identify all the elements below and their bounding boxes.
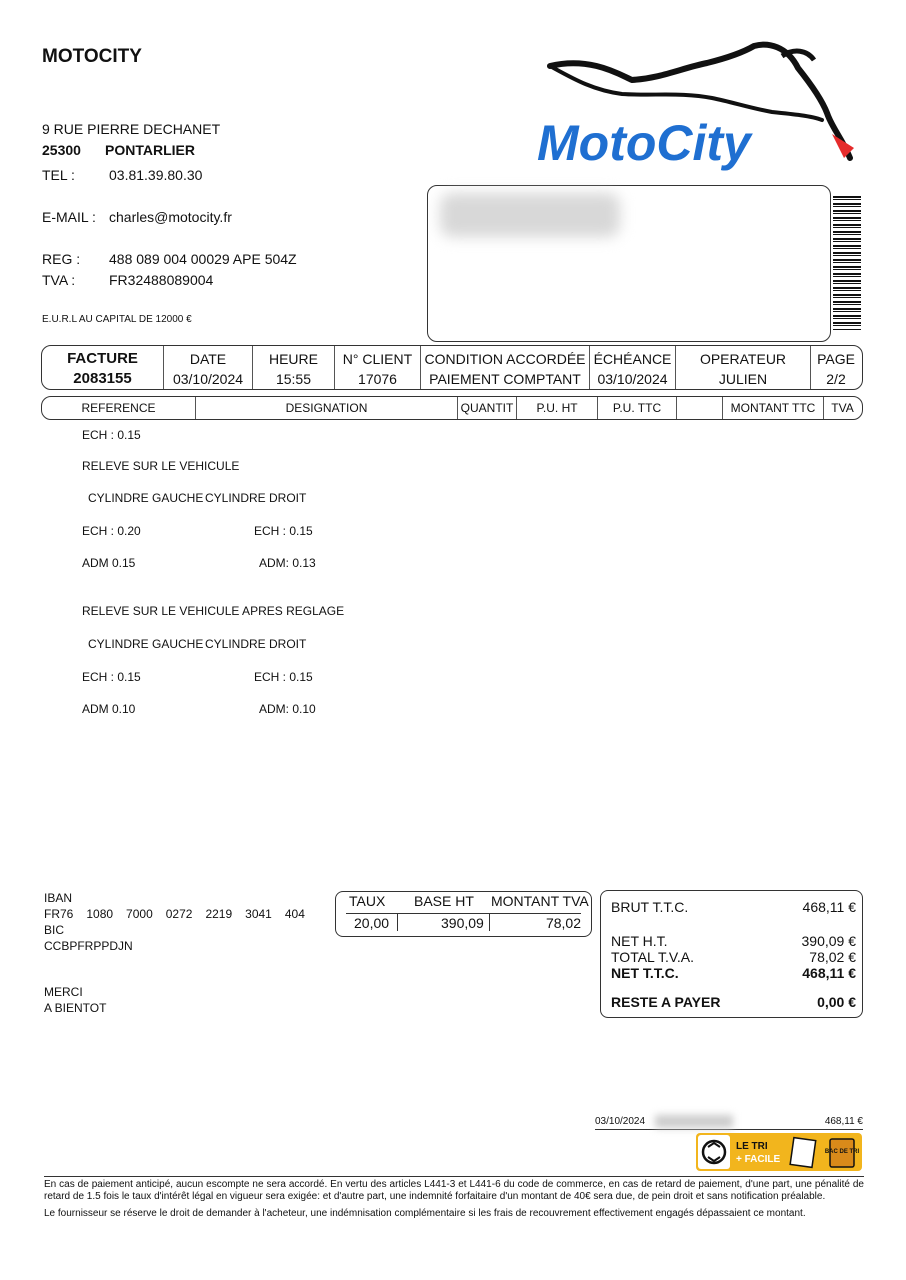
capital-note: E.U.R.L AU CAPITAL DE 12000 € [42,314,192,325]
net-ttc-value: 468,11 € [802,965,856,981]
tva-label: TVA : [42,272,76,288]
tax-sep [489,914,490,931]
date-cell [163,346,252,389]
condition-value: PAIEMENT COMPTANT [429,371,581,387]
column-header [41,396,863,420]
tax-sep [397,914,398,931]
triman-recycling-logo [696,1133,862,1171]
totals-box [600,890,863,1018]
brut-ttc-value: 468,11 € [802,899,856,915]
montant-tva-label: MONTANT TVA [491,893,589,909]
tri-text-1: LE TRI [736,1141,768,1152]
montant-tva-value: 78,02 [545,915,581,931]
echeance-label: ÉCHÉANCE [593,351,672,367]
net-ht-label: NET H.T. [611,933,668,949]
date-value: 03/10/2024 [172,371,244,387]
city: PONTARLIER [105,142,195,158]
heure-cell [252,346,334,389]
tri-text-2: + FACILE [736,1154,781,1165]
line-releve: RELEVE SUR LE VEHICULE [82,459,240,473]
email-line [42,207,297,228]
line-ech-gauche-2: ECH : 0.15 [82,670,141,684]
condition-label: CONDITION ACCORDÉE [424,351,586,367]
tax-values-row [346,913,581,931]
col-reference: REFERENCE [81,401,156,415]
iban-part: FR76 [44,907,74,921]
facture-cell [42,346,163,389]
taux-value: 20,00 [354,915,390,931]
legal-penalty: En cas de paiement anticipé, aucun escompte ne sera accordé. En vertu des articles L441-3 et L441-6 du code de commerce, en cas de retard de paiement, d'une part, une pénalité de retard de 1.5 fois le taux d'intérêt légal en vigueur sera exigée: et d'autre part, une indemnité forfaitaire d'un montant de 40€ sera due, de pein droit et sans notification préalable. [44,1176,864,1203]
iban-part: 7000 [126,907,153,921]
brut-ttc-label: BRUT T.T.C. [611,899,689,915]
reste-a-payer-value: 0,00 € [817,994,856,1010]
legal-notice [44,1176,864,1220]
a-bientot: A BIENTOT [44,1001,107,1015]
col-quantity: QUANTIT [457,397,516,419]
client-label: N° CLIENT [342,351,413,367]
paper-icon [790,1138,816,1168]
line-ech-gauche: ECH : 0.20 [82,524,141,538]
page-cell [810,346,861,389]
heure-label: HEURE [268,351,318,367]
city-line [42,140,297,161]
echeance-value: 03/10/2024 [597,371,668,387]
base-ht-value: 390,09 [441,915,484,931]
line-cyl-gauche: CYLINDRE GAUCHE [88,491,204,505]
bic-label: BIC [44,923,65,937]
line-adm-gauche-2: ADM 0.10 [82,702,136,716]
line-adm-gauche: ADM 0.15 [82,556,136,570]
date-label: DATE [189,351,227,367]
invoice-header [41,345,863,390]
operateur-label: OPERATEUR [699,351,787,367]
client-cell [334,346,420,389]
total-tva-value: 78,02 € [809,949,856,965]
net-ttc-label: NET T.T.C. [611,965,679,981]
operateur-cell [675,346,810,389]
company-name: MOTOCITY [42,46,142,67]
reg-line [42,249,297,270]
line-cyl-gauche-2: CYLINDRE GAUCHE [88,637,204,651]
line-ech-droit-2: ECH : 0.15 [254,670,313,684]
street: 9 RUE PIERRE DECHANET [42,121,221,137]
facture-label: FACTURE [67,350,138,367]
tel-label: TEL : [42,167,75,183]
line-ech-droit: ECH : 0.15 [254,524,313,538]
tax-box [335,891,592,937]
col-empty [676,397,722,419]
total-tva-label: TOTAL T.V.A. [611,949,695,965]
tva-line [42,270,297,291]
legal-indemnity: Le fournisseur se réserve le droit de demander à l'acheteur, une indémnisation complémentaire si les frais de recouvrement effectivement engagés dépassaient ce montant. [44,1208,806,1219]
iban-part: 404 [284,907,305,921]
operateur-value: JULIEN [718,371,768,387]
postal-code: 25300 [42,142,81,158]
taux-label: TAUX [349,893,386,909]
iban-part: 2219 [205,907,233,921]
reste-a-payer-label: RESTE A PAYER [611,994,721,1010]
bac-de-tri-label: BAC DE TRI [824,1149,860,1155]
line-releve-apres: RELEVE SUR LE VEHICULE APRES REGLAGE [82,604,345,618]
reg-label: REG : [42,251,81,267]
tva-value: FR32488089004 [109,272,214,288]
iban-part: 1080 [86,907,114,921]
iban-label: IBAN [44,891,73,905]
iban-value [44,906,318,922]
company-address [42,119,297,291]
line-adm-droit: ADM: 0.13 [259,556,316,570]
tel-line [42,165,297,186]
col-montant-ttc: MONTANT TTC [722,397,823,419]
logo-text: MotoCity [537,115,751,171]
line-ech: ECH : 0.15 [82,428,141,442]
merci: MERCI [44,985,83,999]
page-value: 2/2 [826,371,846,387]
iban-part: 0272 [165,907,193,921]
bank-info [44,890,318,954]
line-cyl-droit-2: CYLINDRE DROIT [205,637,307,651]
email-label: E-MAIL : [42,209,96,225]
col-pu-ht: P.U. HT [516,397,597,419]
reg-value: 488 089 004 00029 APE 504Z [109,251,297,267]
net-ht-value: 390,09 € [801,933,856,949]
col-tva: TVA [823,397,861,419]
client-value: 17076 [358,371,397,387]
base-ht-label: BASE HT [414,893,474,909]
tel-value: 03.81.39.80.30 [109,167,203,183]
col-pu-ttc: P.U. TTC [597,397,676,419]
footer-date: 03/10/2024 [595,1116,646,1127]
email-value: charles@motocity.fr [109,209,232,225]
condition-cell [420,346,589,389]
page-label: PAGE [817,351,855,367]
barcode-icon [833,196,861,330]
heure-value: 15:55 [275,371,312,387]
footer-amount: 468,11 € [824,1116,863,1127]
redacted-footer [655,1115,733,1128]
col-designation: DESIGNATION [195,397,457,419]
echeance-cell [589,346,675,389]
motocity-logo [532,38,862,178]
redacted-recipient [440,193,620,237]
line-adm-droit-2: ADM: 0.10 [259,702,316,716]
bic-value: CCBPFRPPDJN [44,939,133,953]
iban-part: 3041 [245,907,272,921]
facture-number: 2083155 [73,370,132,387]
line-cyl-droit: CYLINDRE DROIT [205,491,307,505]
closing-text [44,984,106,1016]
